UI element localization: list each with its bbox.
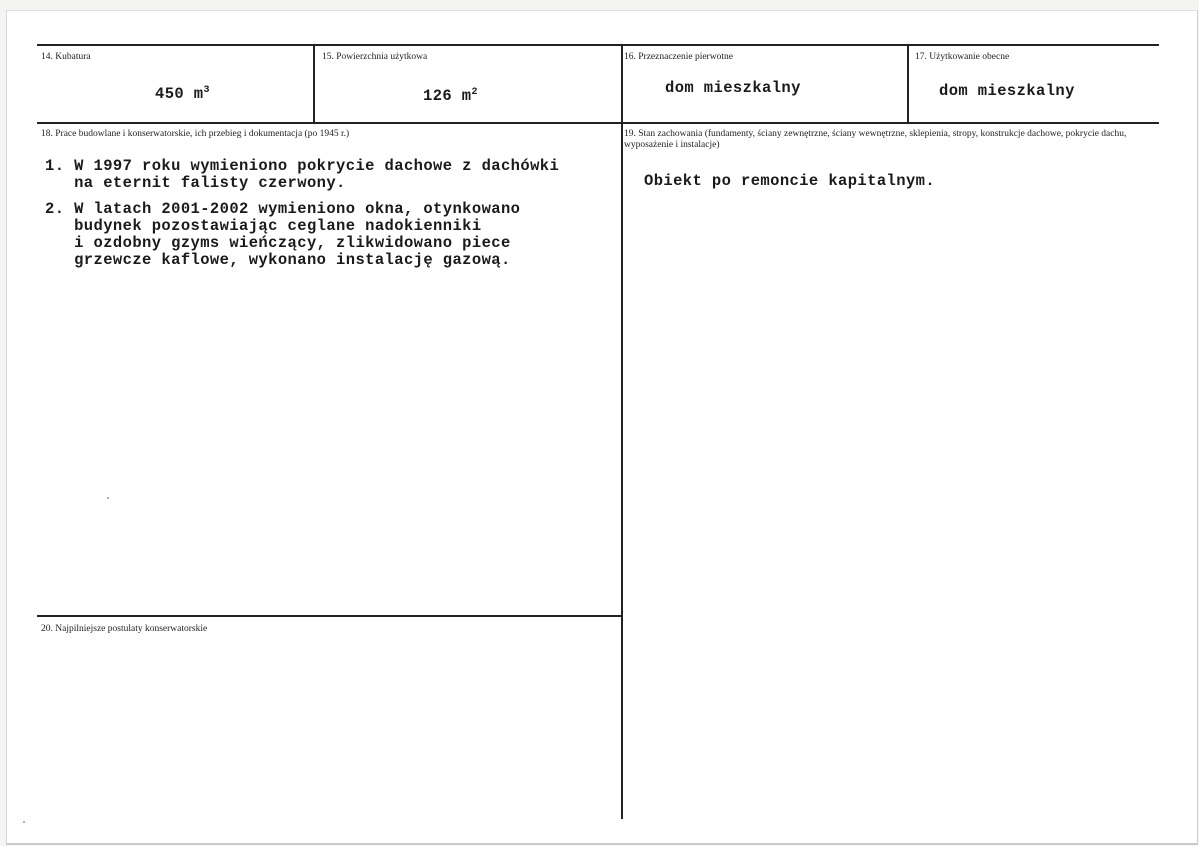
section-20-top-rule [37, 615, 623, 617]
field-15-value [423, 84, 478, 105]
field-18-item-1: 1. W 1997 roku wymieniono pokrycie dachowe z dachówki na eternit falisty czerwony. [45, 157, 560, 192]
field-15-label: 15. Powierzchnia użytkowa [322, 52, 428, 62]
row1-bottom-rule [37, 122, 1159, 124]
field-15-number: 126 m [423, 87, 472, 105]
field-19-value: Obiekt po remoncie kapitalnym. [644, 172, 936, 190]
divider-14-15 [313, 44, 315, 124]
field-18-label: 18. Prace budowlane i konserwatorskie, ich przebieg i dokumentacja (po 1945 r.) [41, 129, 350, 139]
field-14-label: 14. Kubatura [41, 52, 91, 62]
field-14-exponent: 3 [203, 85, 210, 96]
field-19-label: 19. Stan zachowania (fundamenty, ściany zewnętrzne, ściany wewnętrzne, sklepienia, stropy, konstrukcje dachowe, pokrycie dachu, wyposażenie i instalacje) [624, 129, 1127, 150]
field-17-value: dom mieszkalny [939, 82, 1075, 100]
top-rule [37, 44, 1159, 46]
field-14-number: 450 m [155, 85, 204, 103]
divider-16-17 [907, 44, 909, 124]
field-15-exponent: 2 [471, 87, 478, 98]
field-20-label: 20. Najpilniejsze postulaty konserwatorskie [41, 624, 208, 634]
scan-speck [107, 497, 109, 499]
field-17-label: 17. Użytkowanie obecne [915, 52, 1010, 62]
divider-15-16 [621, 44, 623, 819]
field-16-label: 16. Przeznaczenie pierwotne [624, 52, 733, 62]
record-card-sheet [6, 10, 1198, 845]
field-18-item-2: 2. W latach 2001-2002 wymieniono okna, otynkowano budynek pozostawiając ceglane nadokienniki i ozdobny gzyms wieńczący, zlikwidowano piece grzewcze kaflowe, wykonano instalację gazową. [45, 200, 521, 269]
field-14-value [155, 82, 210, 103]
field-16-value: dom mieszkalny [665, 79, 801, 97]
scan-speck [23, 821, 25, 823]
